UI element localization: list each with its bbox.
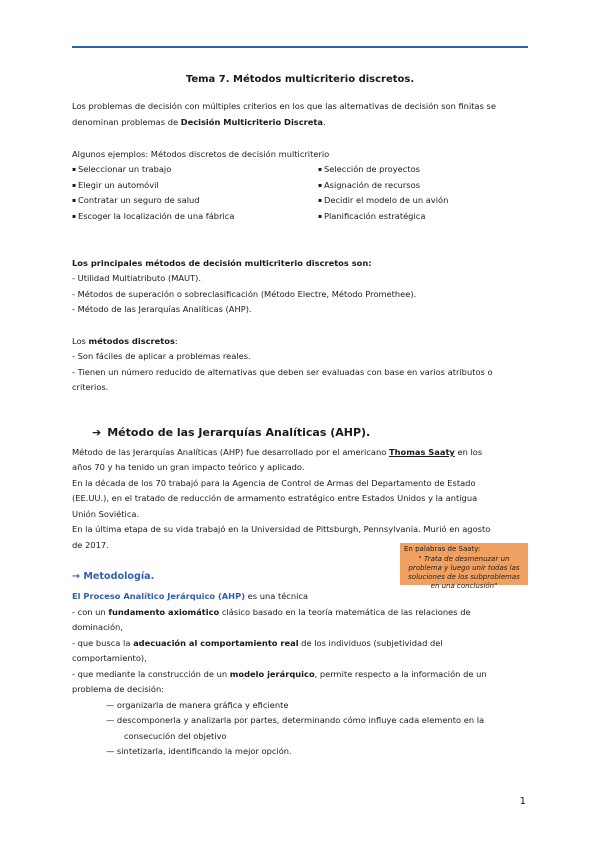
principal-heading — [72, 256, 532, 272]
ahp-line-7: de 2017. — [72, 540, 109, 550]
ahp-line-1-a: Método de las Jerarquías Analíticas (AHP) fue desarrollado por el americano — [72, 447, 389, 457]
note-title: En palabras de Saaty: — [404, 545, 481, 553]
discretos-heading — [72, 334, 532, 350]
metod-line-2-b: fundamento axiomático — [108, 607, 220, 617]
intro-period: . — [322, 117, 326, 127]
ahp-line-5: Unión Soviética. — [72, 509, 140, 519]
metod-line-4-b: adecuación al comportamiento real — [133, 638, 299, 648]
principal-item-2: - Métodos de superación o sobreclasificación (Método Electre, Método Promethee). — [72, 289, 417, 299]
saaty-quote-note — [400, 543, 528, 590]
example-left-4: ▪ Escoger la localización de una fábrica — [72, 209, 234, 225]
ahp-process-term: El Proceso Analítico Jerárquico (AHP) — [72, 591, 245, 601]
metod-line-7: problema de decisión: — [72, 684, 165, 694]
example-right-1: ▪ Selección de proyectos — [318, 162, 420, 178]
page-number: 1 — [519, 796, 526, 807]
metod-line-3: dominación, — [72, 622, 123, 632]
metod-line-6 — [72, 667, 532, 683]
discretos-heading-a: Los — [72, 336, 89, 346]
example-left-1: ▪ Seleccionar un trabajo — [72, 162, 171, 178]
example-left-3: ▪ Contratar un seguro de salud — [72, 193, 200, 209]
discretos-item-1: - Son fáciles de aplicar a problemas reales. — [72, 351, 251, 361]
metod-line-6-b: modelo jerárquico — [229, 669, 315, 679]
principal-item-1: - Utilidad Multiatributo (MAUT). — [72, 273, 202, 283]
example-right-2: ▪ Asignación de recursos — [318, 178, 420, 194]
metod-line-6-c: , permite respecto a la información de un — [314, 669, 487, 679]
ahp-line-2: años 70 y ha tenido un gran impacto teórico y aplicado. — [72, 462, 305, 472]
ahp-heading — [92, 426, 370, 439]
principal-heading-a: Los principales — [72, 258, 146, 268]
discretos-item-3: criterios. — [72, 382, 109, 392]
metod-line-6-a: - que mediante la construcción de un — [72, 669, 230, 679]
header-rule — [72, 46, 528, 48]
metod-sub-1: — organizarla de manera gráfica y eficiente — [106, 700, 289, 710]
ahp-line-6: En la última etapa de su vida trabajó en la Universidad de Pittsburgh, Pennsylvania. Murió en agosto — [72, 524, 491, 534]
metod-line-1-b: es una técnica — [245, 591, 309, 601]
intro-line-2 — [72, 115, 532, 131]
metod-line-4-c: de los individuos (subjetividad del — [298, 638, 443, 648]
page-title: Tema 7. Métodos multicriterio discretos. — [185, 74, 415, 85]
principal-heading-b: métodos de decisión multicriterio discretos — [145, 258, 349, 268]
principal-item-3: - Método de las Jerarquías Analíticas (AHP). — [72, 304, 252, 314]
metod-line-2 — [72, 605, 532, 621]
ahp-line-4: (EE.UU.), en el tratado de reducción de armamento estratégico entre Estados Unidos y la antigua — [72, 493, 478, 503]
note-quote: " Trata de desmenuzar un problema y luego unir todas las soluciones de los subproblemas en una conclusión" — [408, 555, 520, 590]
metodologia-heading: → Metodología. — [72, 571, 155, 582]
metod-sub-3: consecución del objetivo — [124, 731, 227, 741]
discretos-item-2: - Tienen un número reducido de alternativas que deben ser evaluadas con base en varios atributos o — [72, 367, 493, 377]
example-right-4: ▪ Planificación estratégica — [318, 209, 425, 225]
metod-line-5: comportamiento), — [72, 653, 147, 663]
metod-line-4-a: - que busca la — [72, 638, 134, 648]
ahp-line-3: En la década de los 70 trabajó para la Agencia de Control de Armas del Departamento de Estado — [72, 478, 476, 488]
intro-bold-term: Decisión Multicriterio Discreta — [180, 117, 323, 127]
examples-heading: Algunos ejemplos: Métodos discretos de decisión multicriterio — [72, 149, 330, 159]
arrow-right-icon: ➔ — [92, 426, 102, 439]
saaty-name: Thomas Saaty — [388, 447, 455, 457]
intro-line-1: Los problemas de decisión con múltiples criterios en los que las alternativas de decisión son finitas se — [72, 101, 496, 111]
intro-text: denominan problemas de — [72, 117, 181, 127]
example-right-3: ▪ Decidir el modelo de un avión — [318, 193, 448, 209]
ahp-line-1 — [72, 445, 532, 461]
ahp-line-1-c: en los — [454, 447, 483, 457]
principal-heading-c: son: — [348, 258, 372, 268]
metod-line-4 — [72, 636, 532, 652]
metod-line-2-a: - con un — [72, 607, 109, 617]
example-left-2: ▪ Elegir un automóvil — [72, 178, 159, 194]
metod-line-1 — [72, 589, 532, 605]
metod-line-2-c: clásico basado en la teoría matemática de las relaciones de — [219, 607, 471, 617]
ahp-heading-text: Método de las Jerarquías Analíticas (AHP). — [107, 426, 371, 439]
metod-sub-2: — descomponerla y analizarla por partes, determinando cómo influye cada elemento en la — [106, 715, 485, 725]
metod-sub-4: — sintetizarla, identificando la mejor opción. — [106, 746, 292, 756]
discretos-heading-c: : — [174, 336, 178, 346]
discretos-heading-b: métodos discretos — [88, 336, 175, 346]
